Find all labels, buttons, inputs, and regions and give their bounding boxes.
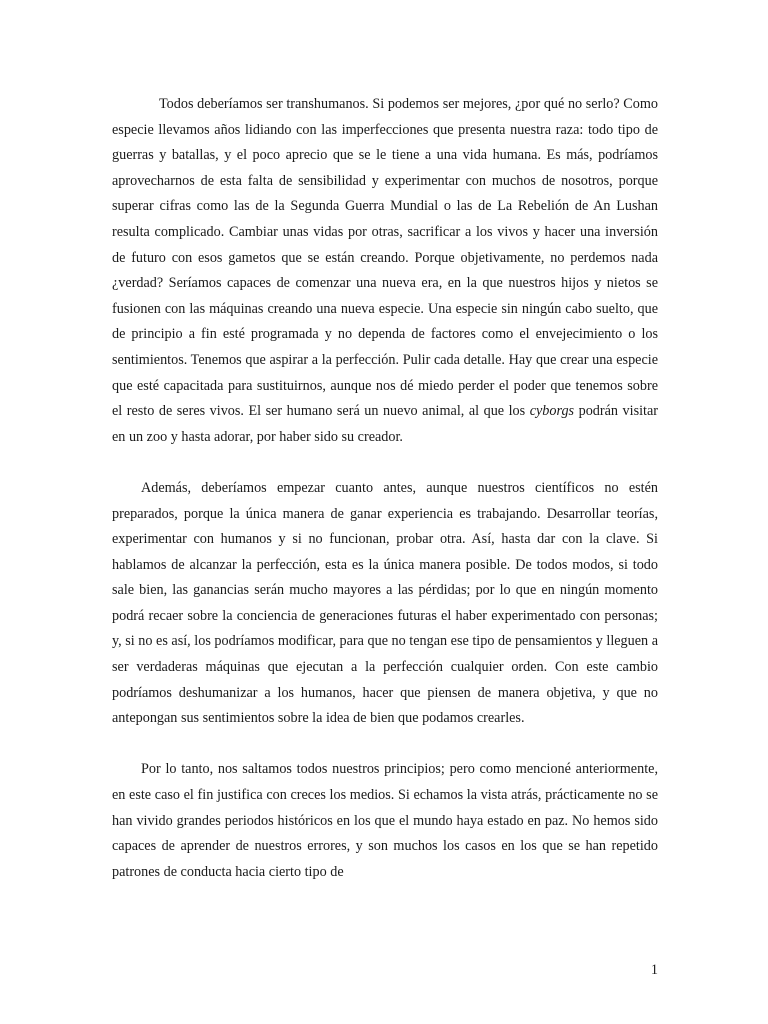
- cyborgs-emphasis: cyborgs: [529, 403, 575, 420]
- page-number: 1: [650, 962, 658, 978]
- paragraph-1-text-end: podrán visitar en un zoo y hasta adorar, por haber sido su creador.: [112, 403, 658, 445]
- paragraph-3: Por lo tanto, nos saltamos todos nuestros principios; pero como mencioné anteriormente, en este caso el fin justifica con creces los medios. Si echamos la vista atrás, prácticamente no se han vivido grandes periodos históricos en los que el mundo haya estado en paz. No hemos sido capaces de aprender de nuestros errores, y son muchos los casos en los que se han repetido patrones de conducta hacia cierto tipo de: [112, 761, 658, 880]
- paragraph-1: [112, 92, 658, 450]
- paragraph-2: Además, deberíamos empezar cuanto antes, aunque nuestros científicos no estén preparados, porque la única manera de ganar experiencia es trabajando. Desarrollar teorías, experimentar con humanos y si no funcionan, probar otra. Así, hasta dar con la clave. Si hablamos de alcanzar la perfección, esta es la única manera posible. De todos modos, si todo sale bien, las ganancias serán mucho mayores a las pérdidas; por lo que en ningún momento podrá recaer sobre la conciencia de generaciones futuras el haber experimentado con personas; y, si no es así, los podríamos modificar, para que no tengan ese tipo de pensamientos y lleguen a ser verdaderas máquinas que ejecutan a la perfección cualquier orden. Con este cambio podríamos deshumanizar a los humanos, hacer que piensen de manera objetiva, y que no antepongan sus sentimientos sobre la idea de bien que podamos crearles.: [112, 479, 658, 727]
- body-text: [112, 92, 658, 885]
- paragraph-1-text-start: Todos deberíamos ser transhumanos. Si podemos ser mejores, ¿por qué no serlo? Como especie llevamos años lidiando con las imperfecciones que presenta nuestra raza: todo tipo de guerras y batallas, y el poco aprecio que se le tiene a una vida humana. Es más, podríamos aprovecharnos de esta falta de sensibilidad y experimentar con muchos de nosotros, porque superar cifras como las de la Segunda Guerra Mundial o las de La Rebelión de An Lushan resulta complicado. Cambiar unas vidas por otras, sacrificar a los vivos y hacer una inversión de futuro con esos gametos que se están creando. Porque objetivamente, no perdemos nada ¿verdad? Seríamos capaces de comenzar una nueva era, en la que nuestros hijos y nietos se fusionen con las máquinas creando una nueva especie. Una especie sin ningún cabo suelto, que de principio a fin esté programada y no dependa de factores como el envejecimiento o los sentimientos. Tenemos que aspirar a la perfección. Pulir cada detalle. Hay que crear una especie que esté capacitada para sustituirnos, aunque nos dé miedo perder el poder que tenemos sobre el resto de seres vivos. El ser humano será un nuevo animal, al que los: [112, 96, 658, 420]
